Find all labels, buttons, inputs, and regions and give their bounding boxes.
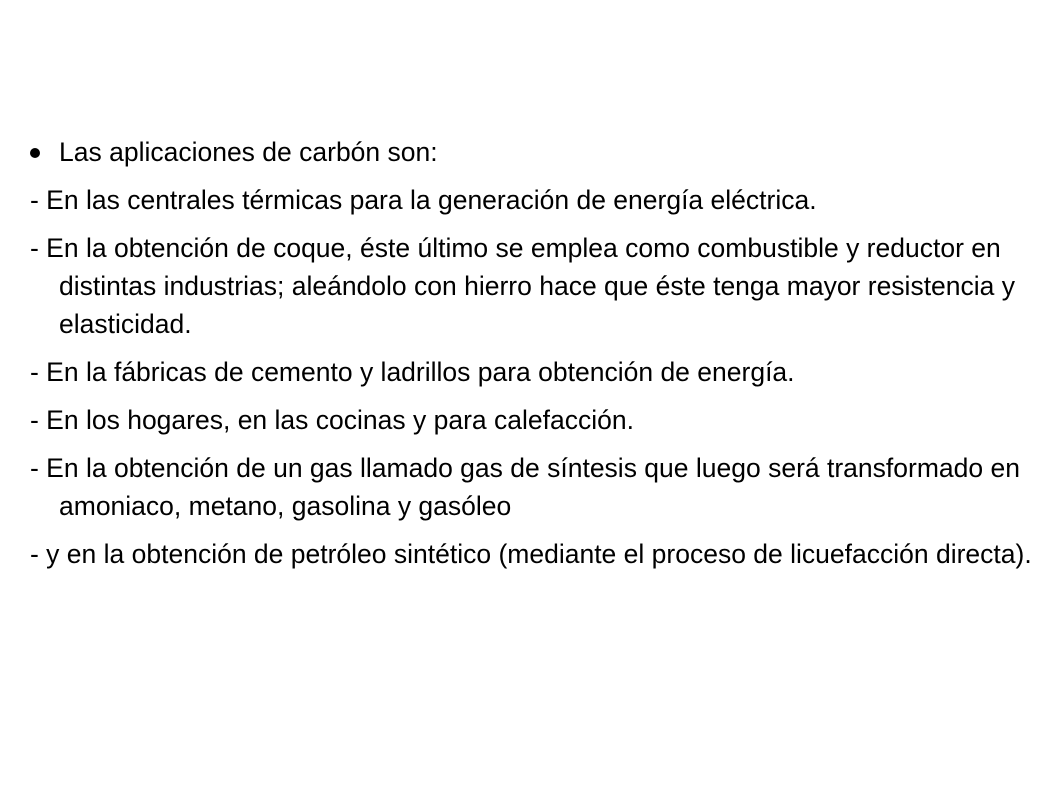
list-item-homes: - En los hogares, en las cocinas y para calefacción. <box>30 405 634 435</box>
list-item-synthetic-oil-text: - y en la obtención de petróleo sintético (mediante el proceso de licuefacción directa). <box>30 539 1032 569</box>
list-item-electricity: - En las centrales térmicas para la generación de energía eléctrica. <box>30 185 817 215</box>
bullet-dot-icon <box>30 148 40 158</box>
bullet-heading <box>30 133 1058 171</box>
list-item-coke <box>30 229 1058 343</box>
slide-content <box>30 133 1058 583</box>
list-item-cement: - En la fábricas de cemento y ladrillos para obtención de energía. <box>30 357 795 387</box>
list-item-synthesis-gas <box>30 449 1058 525</box>
heading-text: Las aplicaciones de carbón son: <box>59 137 438 167</box>
list-item-synthesis-gas-text: - En la obtención de un gas llamado gas de síntesis que luego será transformado en amoniaco, metano, gasolina y gasóleo <box>30 453 1020 521</box>
list-item-coke-text: - En la obtención de coque, éste último se emplea como combustible y reductor en distintas industrias; aleándolo con hierro hace que éste tenga mayor resistencia y elasticidad. <box>30 233 1016 339</box>
list-item-synthetic-oil <box>30 535 1058 573</box>
